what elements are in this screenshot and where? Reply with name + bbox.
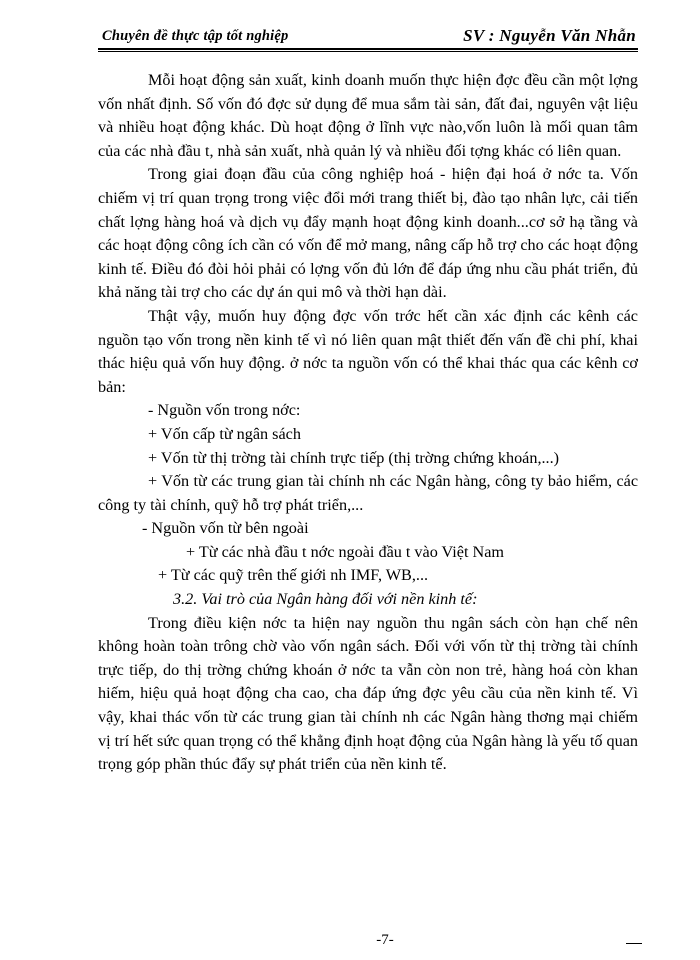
list-item-world-funds: + Từ các quỹ trên thế giới nh IMF, WB,... xyxy=(158,566,429,585)
page-header xyxy=(98,26,638,48)
body-text xyxy=(98,69,638,777)
list-item-fdi: + Từ các nhà đầu t nớc ngoài đầu t vào Việt Nam xyxy=(186,542,504,561)
list-item-budget: + Vốn cấp từ ngân sách xyxy=(148,424,301,443)
list-item-intermediaries: + Vốn từ các trung gian tài chính nh các Ngân hàng, công ty bảo hiểm, các công ty tài chính, quỹ hỗ trợ phát triển,... xyxy=(98,472,638,514)
paragraph-4: Trong điều kiện nớc ta hiện nay nguồn thu ngân sách còn hạn chế nên không hoàn toàn trông chờ vào vốn ngân sách. Đối với vốn từ thị trờng tài chính trực tiếp, do thị trờng chứng khoán ở nớc ta vẫn còn non trẻ, hàng hoá còn khan hiếm, hiệu quả hoạt động cha cao, cha đáp ứng đợc yêu cầu của nền kinh tế. Vì vậy, khai thác vốn từ các trung gian tài chính nh các Ngân hàng thơng mại chiếm vị trí hết sức quan trọng có thể khẳng định hoạt động của Ngân hàng là yếu tố quan trọng góp phần thúc đẩy sự phát triển của nền kinh tế. xyxy=(98,613,638,774)
paragraph-2: Trong giai đoạn đầu của công nghiệp hoá - hiện đại hoá ở nớc ta. Vốn chiếm vị trí quan trọng trong việc đổi mới trang thiết bị, đào tạo nhân lực, cải tiến chất lợng hàng hoá và dịch vụ đẩy mạnh hoạt động kinh doanh...cơ sở hạ tầng và các hoạt động công ích cần có vốn để mở mang, nâng cấp hỗ trợ cho các hoạt động kinh tế. Điều đó đòi hỏi phải có lợng vốn đủ lớn để đáp ứng nhu cầu phát triển, đủ khả năng tài trợ cho các dự án qui mô và thời hạn dài. xyxy=(98,165,638,302)
list-item-domestic: - Nguồn vốn trong nớc: xyxy=(148,401,301,420)
section-heading: 3.2. Vai trò của Ngân hàng đối với nền kinh tế: xyxy=(173,590,478,609)
footer-mark xyxy=(626,943,642,944)
header-rule xyxy=(98,48,638,50)
paragraph-3: Thật vậy, muốn huy động đợc vốn trớc hết cần xác định các kênh các nguồn tạo vốn trong nền kinh tế vì nó liên quan mật thiết đến vấn đề chi phí, khai thác hiệu quả vốn huy động. ở nớc ta nguồn vốn có thể khai thác qua các kênh cơ bản: xyxy=(98,306,638,396)
header-author: SV : Nguyễn Văn Nhẫn xyxy=(463,26,636,45)
list-item-market: + Vốn từ thị trờng tài chính trực tiếp (thị trờng chứng khoán,...) xyxy=(148,448,560,467)
header-rule-thin xyxy=(98,51,638,52)
paragraph-1: Mỗi hoạt động sản xuất, kinh doanh muốn thực hiện đợc đều cần một lợng vốn nhất định. Số vốn đó đợc sử dụng để mua sắm tài sản, đất đai, nguyên vật liệu và nhiều hoạt động khác. Dù hoạt động ở lĩnh vực nào,vốn luôn là mối quan tâm của các nhà đầu t, nhà sản xuất, nhà quản lý và nhiều đối tợng khác có liên quan. xyxy=(98,71,638,160)
page-number: -7- xyxy=(376,932,394,948)
header-title: Chuyên đề thực tập tốt nghiệp xyxy=(102,28,289,44)
list-item-foreign: - Nguồn vốn từ bên ngoài xyxy=(142,519,309,538)
